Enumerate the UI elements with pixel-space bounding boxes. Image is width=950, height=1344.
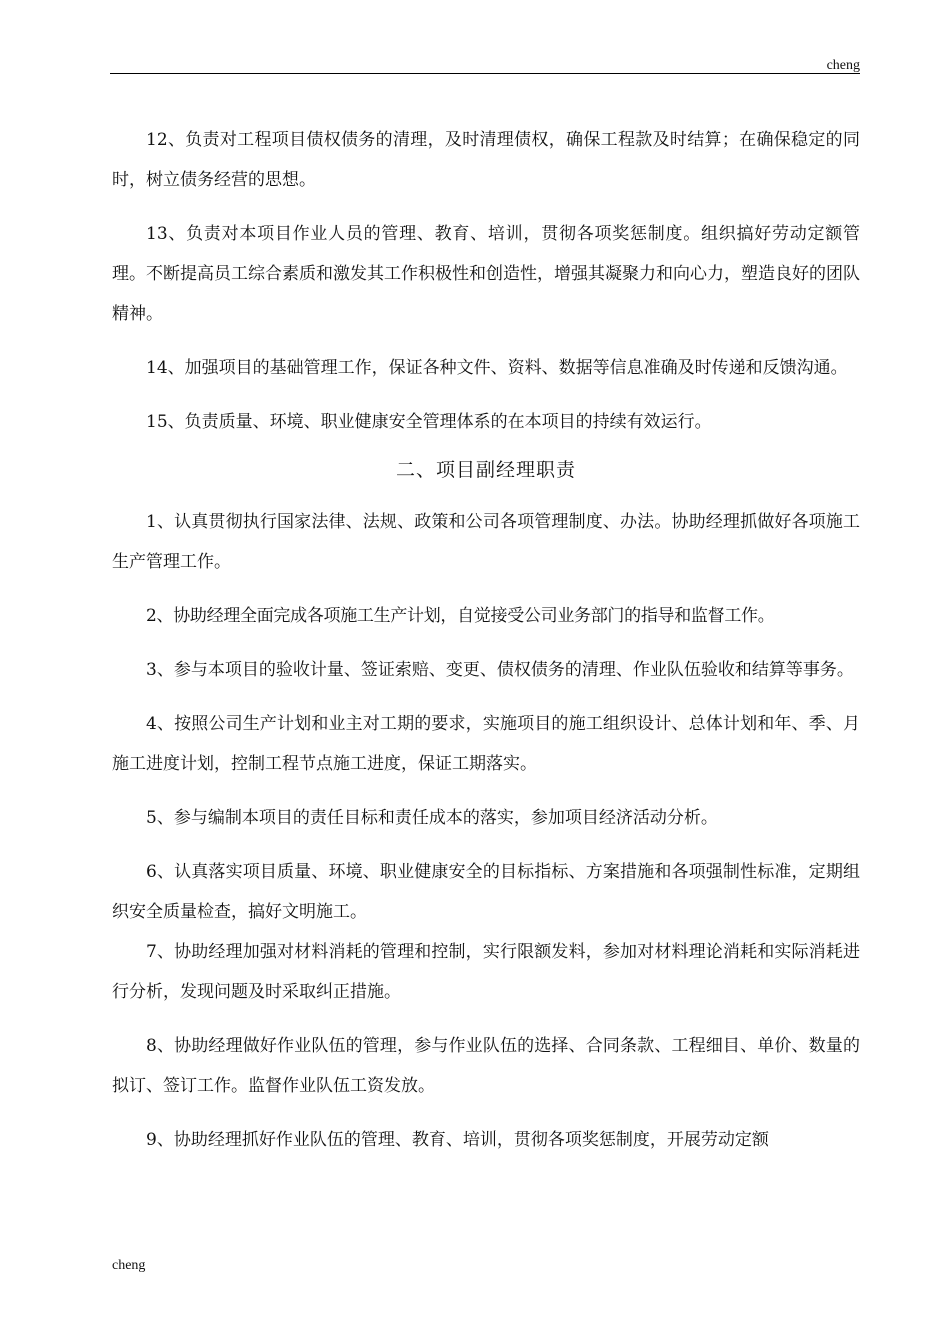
- deputy-item-9: 9、协助经理抓好作业队伍的管理、教育、培训，贯彻各项奖惩制度，开展劳动定额: [146, 1130, 769, 1150]
- section-title: 二、项目副经理职责: [395, 459, 576, 481]
- paragraph-15: 15、负责质量、环境、职业健康安全管理体系的在本项目的持续有效运行。: [146, 412, 712, 432]
- paragraph-14: 14、加强项目的基础管理工作，保证各种文件、资料、数据等信息准确及时传递和反馈沟通。: [146, 358, 848, 378]
- deputy-item-2: 2、协助经理全面完成各项施工生产计划，自觉接受公司业务部门的指导和监督工作。: [146, 606, 775, 626]
- document-body: [112, 120, 860, 1174]
- deputy-item-5: 5、参与编制本项目的责任目标和责任成本的落实，参加项目经济活动分析。: [146, 808, 718, 828]
- page-footer-text: cheng: [112, 1258, 146, 1273]
- deputy-item-8: 8、协助经理做好作业队伍的管理，参与作业队伍的选择、合同条款、工程细目、单价、数量的拟订、签订工作。监督作业队伍工资发放。: [112, 1036, 860, 1096]
- paragraph-12: 12、负责对工程项目债权债务的清理，及时清理债权，确保工程款及时结算；在确保稳定的同时，树立债务经营的思想。: [112, 130, 860, 190]
- deputy-item-4: 4、按照公司生产计划和业主对工期的要求，实施项目的施工组织设计、总体计划和年、季、月施工进度计划，控制工程节点施工进度，保证工期落实。: [112, 714, 860, 774]
- page-header-text: cheng: [826, 58, 860, 73]
- deputy-item-1: 1、认真贯彻执行国家法律、法规、政策和公司各项管理制度、办法。协助经理抓做好各项施工生产管理工作。: [112, 512, 860, 572]
- deputy-item-3: 3、参与本项目的验收计量、签证索赔、变更、债权债务的清理、作业队伍验收和结算等事务。: [146, 660, 854, 680]
- page-header-rule: [110, 73, 860, 74]
- paragraph-13: 13、负责对本项目作业人员的管理、教育、培训，贯彻各项奖惩制度。组织搞好劳动定额管理。不断提高员工综合素质和激发其工作积极性和创造性，增强其凝聚力和向心力，塑造良好的团队精神。: [112, 224, 860, 324]
- deputy-item-6: 6、认真落实项目质量、环境、职业健康安全的目标指标、方案措施和各项强制性标准，定期组织安全质量检查，搞好文明施工。: [112, 862, 860, 922]
- deputy-item-7: 7、协助经理加强对材料消耗的管理和控制，实行限额发料，参加对材料理论消耗和实际消耗进行分析，发现问题及时采取纠正措施。: [112, 942, 860, 1002]
